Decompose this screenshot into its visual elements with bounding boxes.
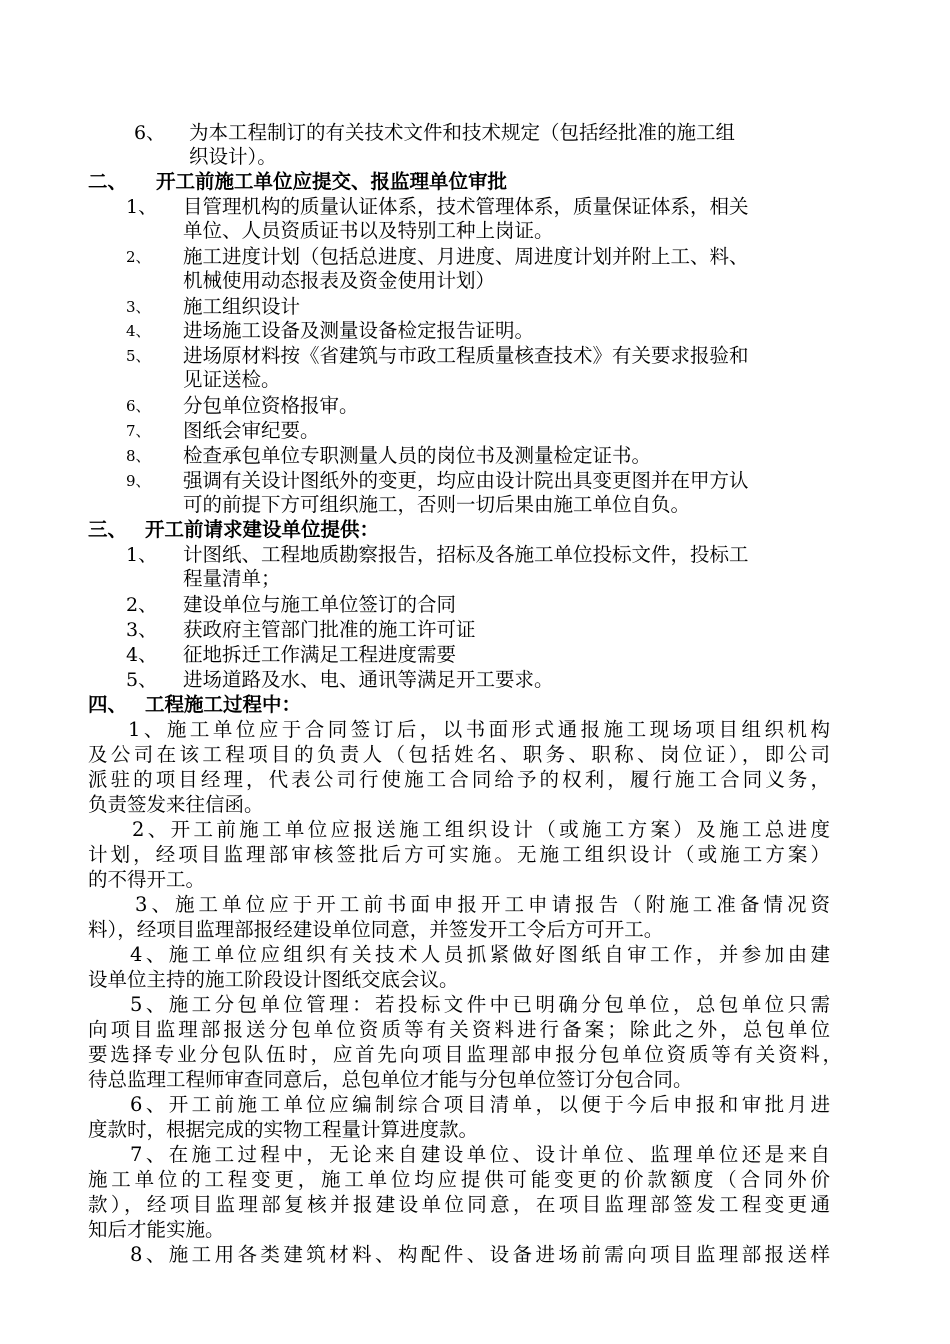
- list-number: 3、: [126, 298, 151, 316]
- list-number: 4、: [126, 644, 158, 666]
- paragraph-line: 款），经项目监理部复核并报建设单位同意，在项目监理部签发工程变更通: [88, 1193, 830, 1216]
- list-number: 1、: [126, 196, 158, 218]
- list-item-text: 获政府主管部门批准的施工许可证: [183, 618, 476, 641]
- paragraph-line: 6、开工前施工单位应编制综合项目清单，以便于今后申报和审批月进: [130, 1093, 830, 1116]
- list-item-text: 建设单位与施工单位签订的合同: [183, 593, 457, 616]
- list-number: 2、: [126, 248, 151, 266]
- section-number: 四、: [88, 693, 128, 716]
- paragraph-line: 施工单位的工程变更，施工单位均应提供可能变更的价款额度（合同外价: [88, 1168, 830, 1191]
- paragraph-line: 要选择专业分包队伍时，应首先向项目监理部申报分包单位资质等有关资料，: [88, 1043, 842, 1066]
- paragraph-line: 4、施工单位应组织有关技术人员抓紧做好图纸自审工作，并参加由建: [130, 943, 830, 966]
- list-number: 2、: [126, 594, 158, 616]
- list-number: 5、: [126, 669, 158, 691]
- list-item-text: 强调有关设计图纸外的变更，均应由设计院出具变更图并在甲方认: [183, 469, 749, 492]
- list-number: 6、: [126, 397, 151, 415]
- list-item-text: 计图纸、工程地质勘察报告，招标及各施工单位投标文件，投标工: [183, 543, 749, 566]
- list-number: 5、: [126, 347, 151, 365]
- list-number: 4、: [126, 322, 151, 340]
- list-number: 7、: [126, 422, 151, 440]
- paragraph-line: 负责签发来往信函。: [88, 793, 264, 816]
- list-item-text: 为本工程制订的有关技术文件和技术规定（包括经批准的施工组: [189, 121, 736, 144]
- list-item-text: 目管理机构的质量认证体系，技术管理体系，质量保证体系，相关: [183, 195, 749, 218]
- paragraph-line: 计划，经项目监理部审核签批后方可实施。无施工组织设计（或施工方案）: [88, 843, 830, 866]
- paragraph-line: 待总监理工程师审查同意后，总包单位才能与分包单位签订分包合同。: [88, 1068, 693, 1091]
- paragraph-line: 及公司在该工程项目的负责人（包括姓名、职务、职称、岗位证），即公司: [88, 743, 830, 766]
- list-item-text: 征地拆迁工作满足工程进度需要: [183, 643, 457, 666]
- section-number: 二、: [88, 170, 128, 193]
- section-heading: 开工前施工单位应提交、报监理单位审批: [156, 170, 508, 193]
- paragraph-line: 设单位主持的施工阶段设计图纸交底会议。: [88, 968, 459, 991]
- section-heading: 开工前请求建设单位提供：: [145, 518, 380, 541]
- paragraph-line: 2、开工前施工单位应报送施工组织设计（或施工方案）及施工总进度: [132, 818, 830, 841]
- paragraph-line: 知后才能实施。: [88, 1218, 225, 1241]
- list-item-text: 图纸会审纪要。: [183, 419, 320, 442]
- paragraph-line: 的不得开工。: [88, 868, 206, 891]
- paragraph-line: 3、施工单位应于开工前书面申报开工申请报告（附施工准备情况资: [135, 893, 830, 916]
- list-number: 3、: [126, 619, 158, 641]
- section-heading: 工程施工过程中：: [145, 693, 302, 716]
- paragraph-line: 料），经项目监理部报经建设单位同意，并签发开工令后方可开工。: [88, 918, 664, 941]
- list-item-text: 分包单位资格报审。: [183, 394, 359, 417]
- list-item-text: 进场施工设备及测量设备检定报告证明。: [183, 319, 535, 342]
- list-item-text: 机械使用动态报表及资金使用计划）: [183, 269, 496, 292]
- paragraph-line: 8、施工用各类建筑材料、构配件、设备进场前需向项目监理部报送样: [130, 1243, 830, 1266]
- list-item-text: 施工组织设计: [183, 295, 301, 318]
- paragraph-line: 向项目监理部报送分包单位资质等有关资料进行备案；除此之外，总包单位: [88, 1018, 830, 1041]
- paragraph-line: 度款时，根据完成的实物工程量计算进度款。: [88, 1118, 479, 1141]
- list-item-text: 进场道路及水、电、通讯等满足开工要求。: [183, 668, 554, 691]
- list-number: 1、: [126, 544, 158, 566]
- list-item-text: 施工进度计划（包括总进度、月进度、周进度计划并附上工、料、: [183, 245, 749, 268]
- list-item-text: 单位、人员资质证书以及特别工种上岗证。: [183, 219, 554, 242]
- list-item-text: 见证送检。: [183, 368, 281, 391]
- section-number: 三、: [88, 518, 128, 541]
- list-item-text: 程量清单；: [183, 567, 281, 590]
- list-item-text: 进场原材料按《省建筑与市政工程质量核查技术》有关要求报验和: [183, 344, 749, 367]
- list-item-text: 可的前提下方可组织施工，否则一切后果由施工单位自负。: [183, 493, 691, 516]
- list-number: 6、: [134, 122, 166, 144]
- paragraph-line: 1、施工单位应于合同签订后，以书面形式通报施工现场项目组织机构: [128, 718, 830, 741]
- paragraph-line: 派驻的项目经理，代表公司行使施工合同给予的权利，履行施工合同义务，: [88, 768, 830, 791]
- paragraph-line: 7、在施工过程中，无论来自建设单位、设计单位、监理单位还是来自: [130, 1143, 830, 1166]
- list-item-text: 织设计）。: [189, 145, 277, 168]
- paragraph-line: 5、施工分包单位管理：若投标文件中已明确分包单位，总包单位只需: [130, 993, 830, 1016]
- list-number: 8、: [126, 447, 151, 465]
- list-item-text: 检查承包单位专职测量人员的岗位书及测量检定证书。: [183, 444, 652, 467]
- list-number: 9、: [126, 472, 151, 490]
